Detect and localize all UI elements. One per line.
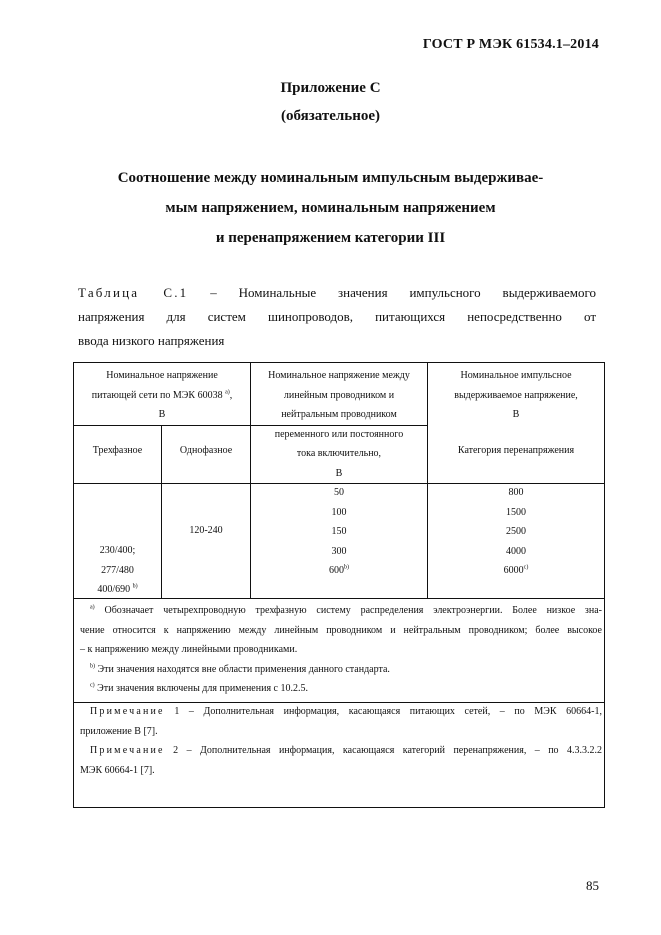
note-2: Примечание 2 – Дополнительная информация, касающаяся категорий перенапряжения, – по 4.3.3.2.2	[90, 745, 602, 756]
standard-code: ГОСТ Р МЭК 61534.1–2014	[422, 37, 599, 52]
table-caption	[78, 281, 596, 353]
header-impulse-voltage: Номинальное импульсное выдерживаемое напряжение, В	[454, 370, 578, 420]
header-supply-voltage: Номинальное напряжение питающей сети по МЭК 60038 $^{а)}$, В	[91, 370, 233, 420]
header-overvoltage-category: Категория перенапряжения	[457, 445, 575, 456]
footnote-a-cont: чение относится к напряжению между линейным проводником и нейтральным проводником; более высокое	[80, 624, 602, 636]
heading-line: и перенапряжением категории III	[215, 230, 446, 246]
table-notes	[80, 702, 602, 780]
caption-text: – Номинальные значения импульсного выдерживаемого	[188, 285, 596, 300]
annex-status: (обязательное)	[280, 108, 381, 124]
heading-line: мым напряжением, номинальным напряжением	[165, 200, 496, 216]
line-neutral-values: 50 100 150 300 600$^{b)}$	[329, 487, 349, 576]
header-line-neutral-voltage: Номинальное напряжение между линейным проводником и нейтральным проводником переменного или постоянного тока включительно, В	[268, 370, 410, 479]
heading-line: Соотношение между номинальным импульсным выдерживае-	[117, 170, 544, 186]
table-footnotes	[80, 601, 602, 699]
caption-line: напряжения для систем шинопроводов, питающихся непосредственно от	[78, 309, 596, 324]
three-phase-values: 230/400; 277/480 400/690 $^{b)}$	[97, 545, 138, 595]
footnote-b: $^{b)}$ Эти значения находятся вне области применения данного стандарта.	[90, 663, 390, 675]
annex-title-block	[0, 74, 661, 130]
section-heading	[60, 163, 601, 253]
caption-label: Таблица С.1	[78, 285, 189, 300]
single-phase-value: 120-240	[189, 525, 223, 536]
caption-line: ввода низкого напряжения	[78, 333, 225, 348]
header-single-phase: Однофазное	[179, 445, 233, 456]
footnote-c: $^{c)}$ Эти значения включены для применения с 10.2.5.	[90, 682, 308, 694]
impulse-values: 800 1500 2500 4000 6000$^{c)}$	[503, 487, 529, 576]
footnote-a: $^{a)}$ Обозначает четырехпроводную трехфазную систему распределения электроэнергии. Более низкое зна-	[90, 604, 603, 616]
note-1: Примечание 1 – Дополнительная информация, касающаяся питающих сетей, – по МЭК 60664-1,	[90, 706, 602, 717]
page-number: 85	[586, 878, 599, 893]
voltage-table	[73, 362, 605, 808]
note-2-cont: МЭК 60664-1 [7].	[80, 764, 155, 776]
header-three-phase: Трехфазное	[92, 445, 143, 456]
caption-line	[78, 281, 596, 305]
note-1-cont: приложение В [7].	[80, 725, 158, 737]
footnote-a-cont: – к напряжению между линейными проводниками.	[80, 644, 298, 655]
annex-title: Приложение С	[280, 80, 381, 96]
